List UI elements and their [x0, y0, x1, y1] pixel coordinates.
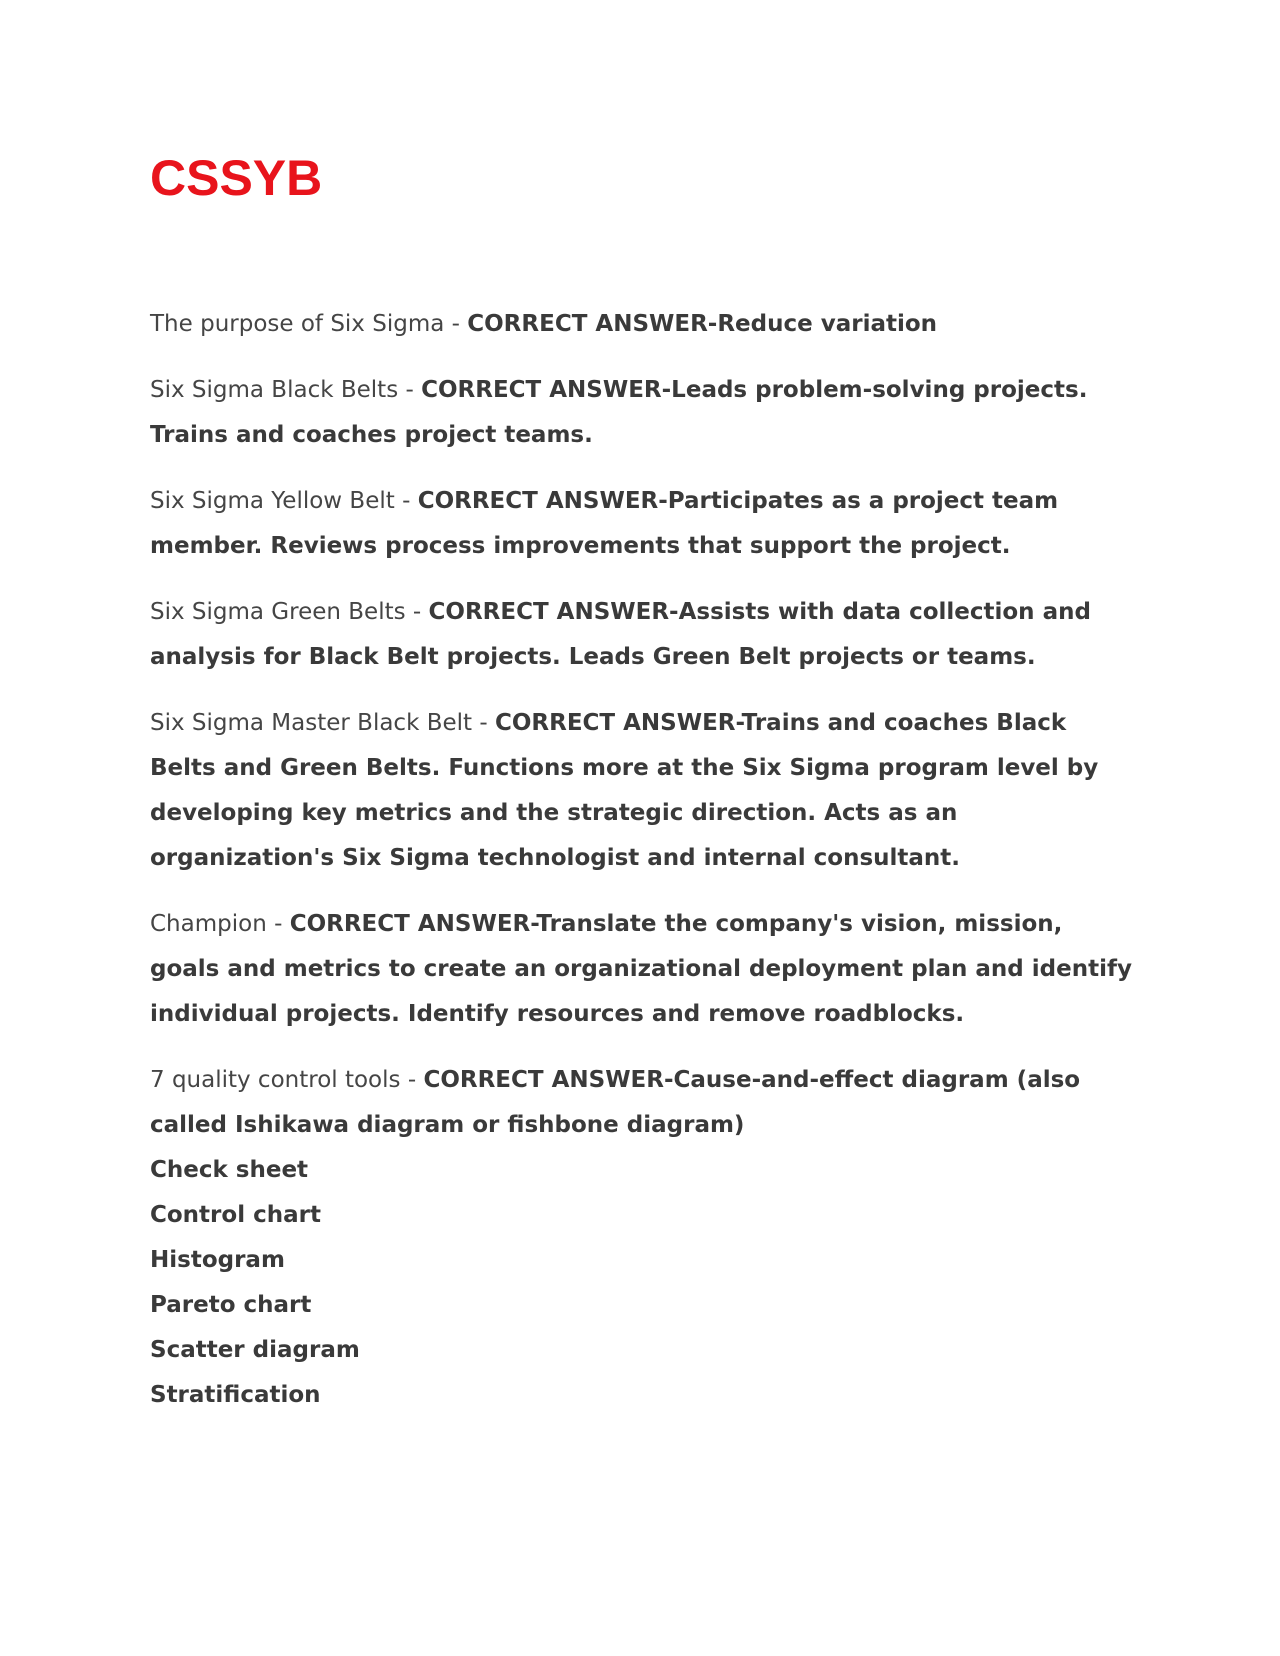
- answer-list-line: Scatter diagram: [150, 1337, 360, 1363]
- qa-list: [150, 302, 1135, 1439]
- answer-list-line: Histogram: [150, 1247, 285, 1273]
- answer-text: CORRECT ANSWER-Assists with data collection and analysis for Black Belt projects. Leads Green Belt projects or teams.: [150, 599, 1091, 670]
- qa-item: [150, 302, 1135, 347]
- answer-text: CORRECT ANSWER-Leads problem-solving projects. Trains and coaches project teams.: [150, 377, 1088, 448]
- question-text: The purpose of Six Sigma -: [150, 311, 468, 337]
- answer-list-line: Control chart: [150, 1202, 321, 1228]
- answer-text: CORRECT ANSWER-Cause-and-effect diagram (also called Ishikawa diagram or fishbone diagram): [150, 1067, 1081, 1138]
- document-title: CSSYB: [150, 150, 323, 206]
- question-text: Champion -: [150, 911, 290, 937]
- answer-list-line: Stratification: [150, 1382, 321, 1408]
- answer-list-line: Check sheet: [150, 1157, 309, 1183]
- qa-item: [150, 1058, 1135, 1418]
- question-text: 7 quality control tools -: [150, 1067, 424, 1093]
- qa-item: [150, 902, 1135, 1037]
- qa-item: [150, 701, 1135, 881]
- answer-text: CORRECT ANSWER-Reduce variation: [467, 311, 938, 337]
- qa-item: [150, 590, 1135, 680]
- answer-text: CORRECT ANSWER-Translate the company's vision, mission, goals and metrics to create an organizational deployment plan and identify individual projects. Identify resources and remove roadblocks.: [150, 911, 1132, 1027]
- qa-item: [150, 479, 1135, 569]
- question-text: Six Sigma Green Belts -: [150, 599, 429, 625]
- answer-list-line: Pareto chart: [150, 1292, 312, 1318]
- answer-text: CORRECT ANSWER-Participates as a project team member. Reviews process improvements that support the project.: [150, 488, 1059, 559]
- qa-item: [150, 368, 1135, 458]
- question-text: Six Sigma Master Black Belt -: [150, 710, 495, 736]
- answer-text: CORRECT ANSWER-Trains and coaches Black Belts and Green Belts. Functions more at the Six Sigma program level by developing key metrics and the strategic direction. Acts as an organization's Six Sigma technologist and internal consultant.: [150, 710, 1099, 871]
- question-text: Six Sigma Yellow Belt -: [150, 488, 418, 514]
- question-text: Six Sigma Black Belts -: [150, 377, 422, 403]
